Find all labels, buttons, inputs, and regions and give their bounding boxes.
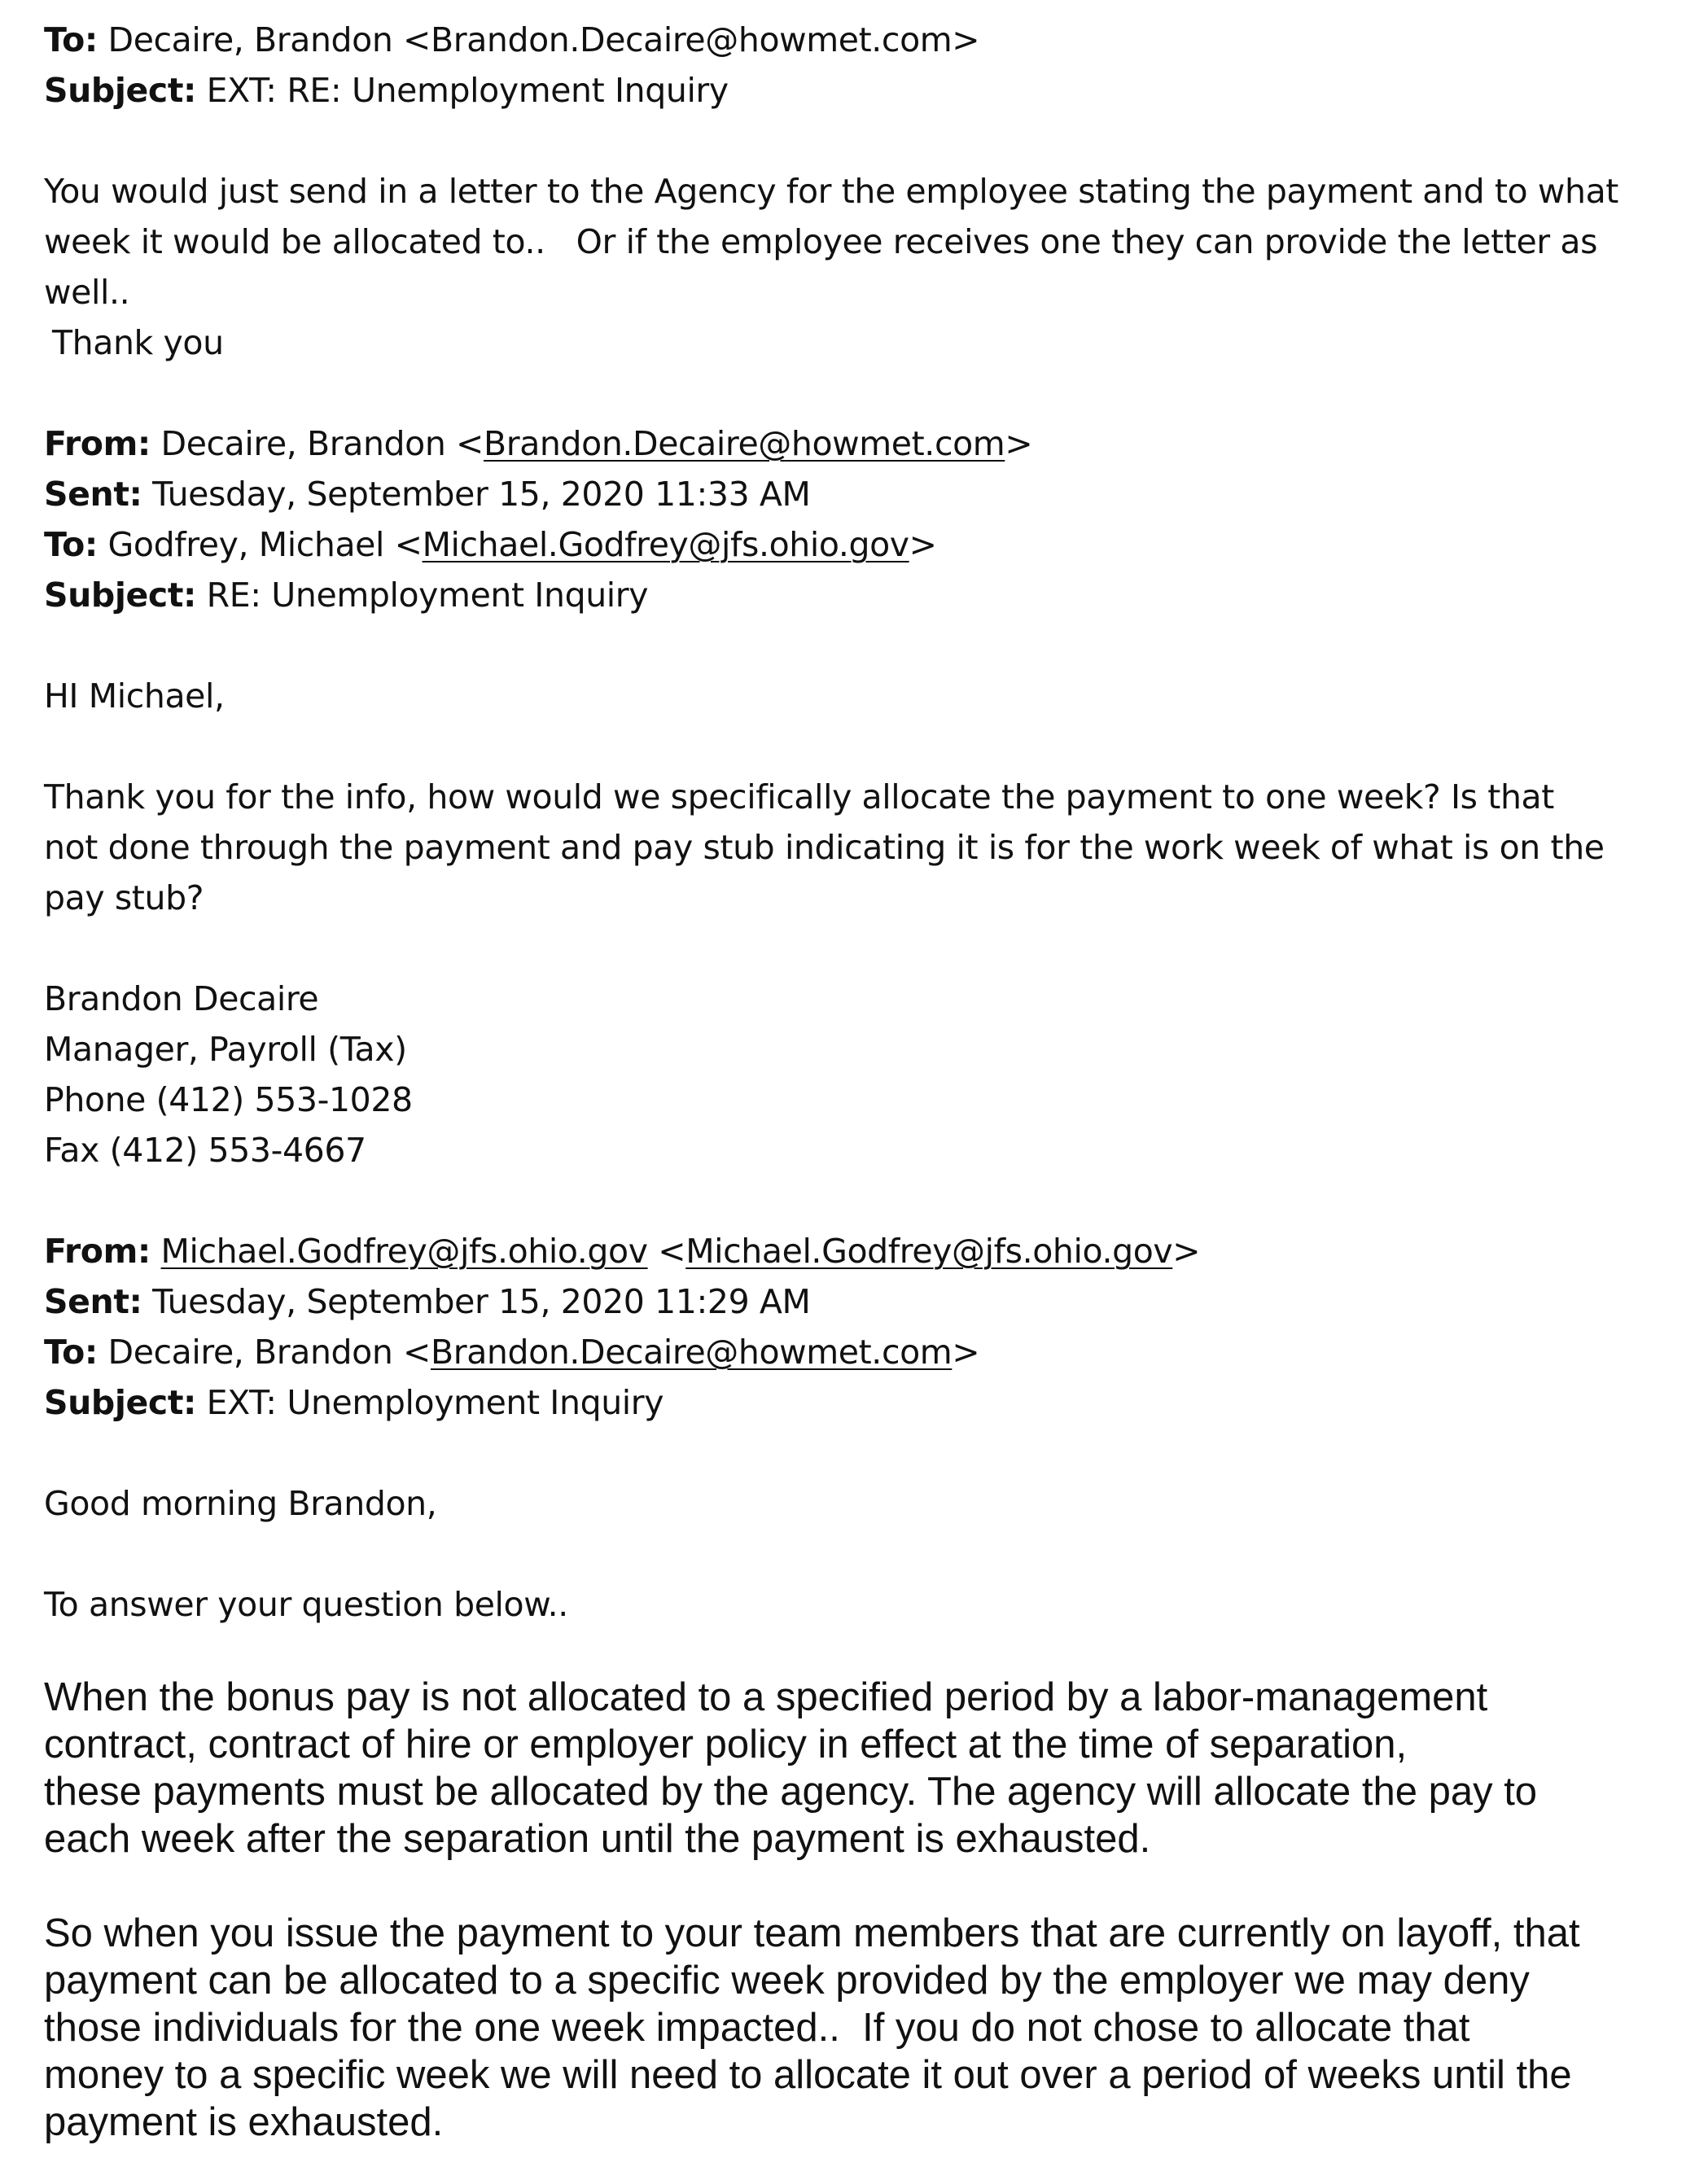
greeting: Good morning Brandon, [44, 1484, 437, 1523]
email3-intro [44, 1579, 1672, 1630]
sent-value: Tuesday, September 15, 2020 11:33 AM [152, 475, 811, 514]
body-line: these payments must be allocated by the agency. The agency will allocate the pay to [44, 1770, 1538, 1814]
greeting: HI Michael, [44, 676, 225, 716]
email2-header [44, 418, 1672, 620]
email3-paragraph-1 [44, 1674, 1672, 1863]
signature-fax: Fax (412) 553-4667 [44, 1131, 366, 1170]
sent-line [44, 1276, 1672, 1327]
subject-label: Subject: [44, 71, 197, 110]
to-name: Decaire, Brandon < [107, 1333, 431, 1372]
to-line [44, 1327, 1672, 1377]
bracket: > [909, 525, 937, 564]
body-line: payment can be allocated to a specific week provided by the employer we may deny [44, 1959, 1530, 2003]
top-subject-line [44, 65, 1672, 116]
to-line [44, 519, 1672, 570]
sent-line [44, 469, 1672, 519]
from-line [44, 1226, 1672, 1276]
from-email-link[interactable]: Brandon.Decaire@howmet.com [484, 424, 1005, 463]
email2-greeting [44, 671, 1672, 721]
from-label: From: [44, 424, 151, 463]
body-line: So when you issue the payment to your team members that are currently on layoff, that [44, 1911, 1580, 1955]
body-line: week it would be allocated to.. Or if the employee receives one they can provide the letter as [44, 222, 1598, 261]
body-line: pay stub? [44, 878, 204, 917]
from-name: Decaire, Brandon < [160, 424, 484, 463]
signature-title: Manager, Payroll (Tax) [44, 1030, 407, 1069]
email3-header [44, 1226, 1672, 1428]
to-label: To: [44, 20, 98, 59]
from-line [44, 418, 1672, 469]
bracket: > [1005, 424, 1033, 463]
subject-label: Subject: [44, 576, 197, 615]
subject-value: EXT: Unemployment Inquiry [206, 1383, 664, 1422]
signature-block [44, 974, 1672, 1175]
subject-value: RE: Unemployment Inquiry [206, 576, 649, 615]
reply1-body [44, 166, 1672, 368]
body-line: You would just send in a letter to the Agency for the employee stating the payment and to what [44, 172, 1618, 211]
body-line: Thank you for the info, how would we specifically allocate the payment to one week? Is that [44, 777, 1554, 816]
to-label: To: [44, 1333, 98, 1372]
email3-greeting [44, 1478, 1672, 1529]
bracket: < [647, 1232, 686, 1271]
from-email-link-2[interactable]: Michael.Godfrey@jfs.ohio.gov [685, 1232, 1173, 1271]
signature-phone: Phone (412) 553-1028 [44, 1080, 413, 1119]
body-line: payment is exhausted. [44, 2100, 444, 2144]
body-line: Thank you [52, 323, 224, 362]
bracket: > [952, 1333, 980, 1372]
body-line: money to a specific week we will need to allocate it out over a period of weeks until the [44, 2053, 1572, 2097]
sent-value: Tuesday, September 15, 2020 11:29 AM [152, 1282, 811, 1321]
from-email-link[interactable]: Michael.Godfrey@jfs.ohio.gov [160, 1232, 648, 1271]
body-line: contract, contract of hire or employer policy in effect at the time of separation, [44, 1723, 1408, 1766]
to-label: To: [44, 525, 98, 564]
sent-label: Sent: [44, 475, 142, 514]
body-line: When the bonus pay is not allocated to a specified period by a labor-management [44, 1675, 1488, 1719]
body-line: not done through the payment and pay stub indicating it is for the work week of what is on the [44, 828, 1605, 867]
to-email-link[interactable]: Michael.Godfrey@jfs.ohio.gov [422, 525, 909, 564]
top-header [44, 15, 1672, 116]
subject-line [44, 1377, 1672, 1428]
subject-line [44, 570, 1672, 620]
body-line: each week after the separation until the payment is exhausted. [44, 1817, 1151, 1861]
to-email-link[interactable]: Brandon.Decaire@howmet.com [431, 1333, 953, 1372]
email-document [44, 15, 1672, 2146]
email2-body [44, 772, 1672, 923]
from-label: From: [44, 1232, 151, 1271]
body-line: those individuals for the one week impacted.. If you do not chose to allocate that [44, 2006, 1470, 2050]
email3-paragraph-2 [44, 1910, 1672, 2146]
intro-line: To answer your question below.. [44, 1585, 568, 1624]
top-to-line [44, 15, 1672, 65]
subject-value: EXT: RE: Unemployment Inquiry [206, 71, 729, 110]
body-line: well.. [44, 273, 130, 312]
signature-name: Brandon Decaire [44, 979, 319, 1018]
to-value: Decaire, Brandon <Brandon.Decaire@howmet.com> [107, 20, 980, 59]
to-name: Godfrey, Michael < [107, 525, 423, 564]
subject-label: Subject: [44, 1383, 197, 1422]
bracket: > [1172, 1232, 1201, 1271]
sent-label: Sent: [44, 1282, 142, 1321]
